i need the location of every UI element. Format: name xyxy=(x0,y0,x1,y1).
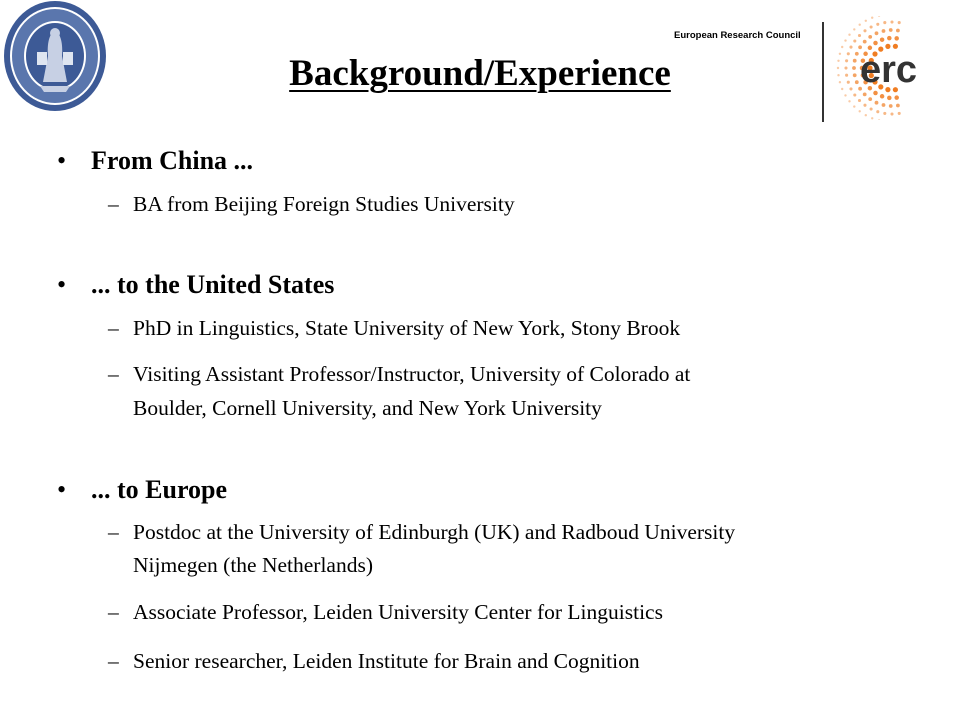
list-item xyxy=(108,361,691,387)
section-heading-text: ... to the United States xyxy=(91,270,335,299)
list-item-text: Nijmegen (the Netherlands) xyxy=(133,553,373,577)
bullet-marker: • xyxy=(57,475,67,504)
list-item-text: Senior researcher, Leiden Institute for Brain and Cognition xyxy=(133,649,640,673)
dash-marker: – xyxy=(108,600,119,624)
page-title: Background/Experience xyxy=(289,53,671,94)
list-item xyxy=(108,648,640,674)
dash-marker: – xyxy=(108,192,119,216)
list-item xyxy=(108,191,515,217)
list-item-text: PhD in Linguistics, State University of New York, Stony Brook xyxy=(133,316,681,340)
section-heading-europe xyxy=(57,475,228,505)
list-item-text: Postdoc at the University of Edinburgh (UK) and Radboud University xyxy=(133,520,736,544)
list-item-continuation xyxy=(133,552,373,578)
list-item-text: Associate Professor, Leiden University Center for Linguistics xyxy=(133,600,663,624)
dash-marker: – xyxy=(108,362,119,386)
section-heading-text: ... to Europe xyxy=(91,475,228,504)
dash-marker: – xyxy=(108,649,119,673)
section-heading-united-states xyxy=(57,270,335,300)
list-item xyxy=(108,599,663,625)
dash-marker: – xyxy=(108,520,119,544)
dash-marker: – xyxy=(108,316,119,340)
list-item-text: BA from Beijing Foreign Studies University xyxy=(133,192,515,216)
list-item-continuation xyxy=(133,395,602,421)
list-item-text: Visiting Assistant Professor/Instructor, University of Colorado at xyxy=(133,362,691,386)
erc-logo-text: erc xyxy=(860,49,918,91)
bullet-marker: • xyxy=(57,146,67,175)
list-item xyxy=(108,315,681,341)
section-heading-china xyxy=(57,146,254,176)
section-heading-text: From China ... xyxy=(91,146,254,175)
bullet-marker: • xyxy=(57,270,67,299)
list-item-text: Boulder, Cornell University, and New York University xyxy=(133,396,602,420)
list-item xyxy=(108,519,736,545)
erc-council-label: European Research Council xyxy=(674,30,801,41)
